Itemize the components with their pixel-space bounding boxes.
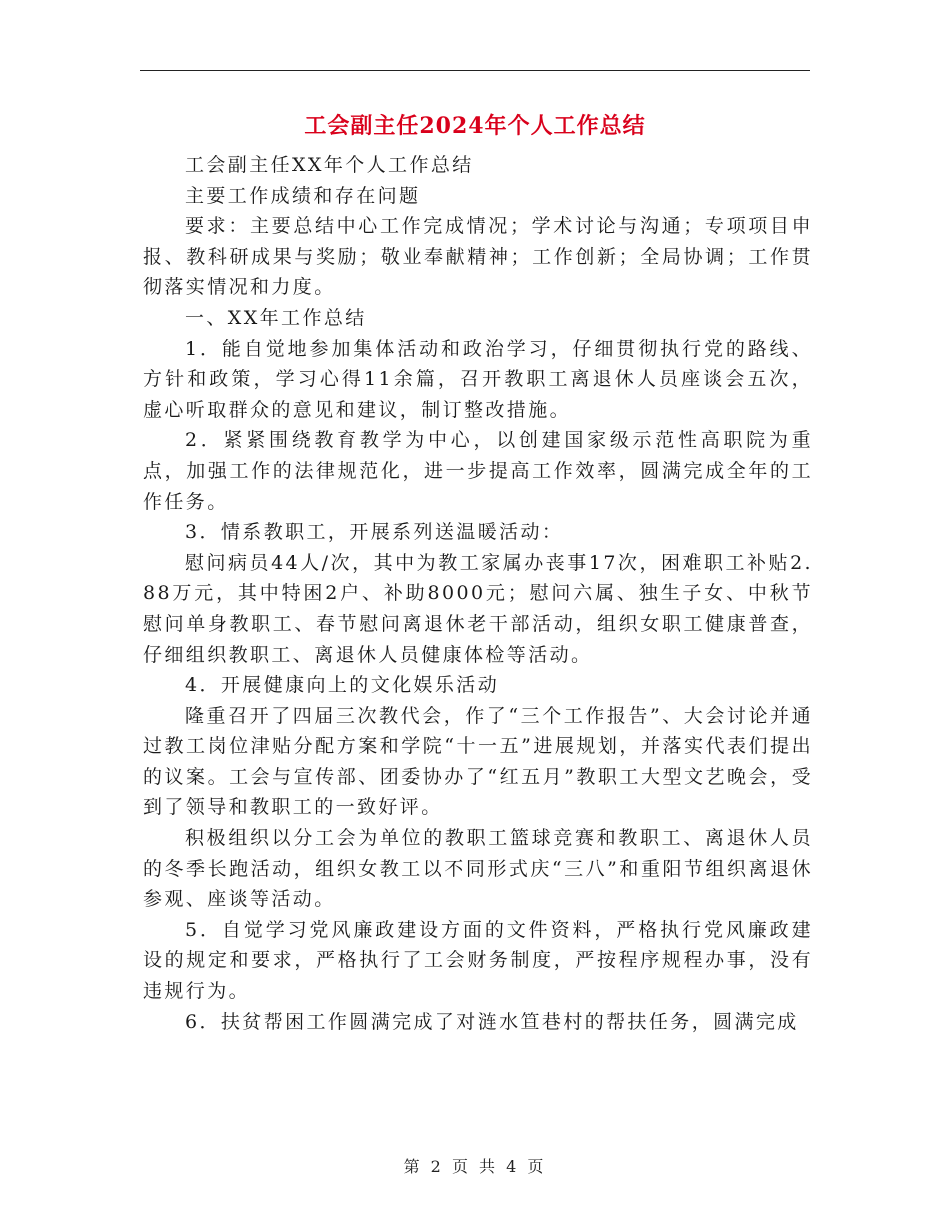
paragraph-part-one-heading: 一、XX年工作总结	[185, 306, 367, 329]
paragraph-item-3-detail: 慰问病员44人/次，其中为教工家属办丧事17次，困难职工补贴2.88万元，其中特困2户、补助8000元；慰问六属、独生子女、中秋节慰问单身教职工、春节慰问离退休老干部活动，组织女职工健康普查，仔细组织教职工、离退休人员健康体检等活动。	[143, 551, 813, 666]
paragraph-item-3: 3．情系教职工，开展系列送温暖活动：	[185, 521, 564, 544]
document-body	[143, 150, 813, 1037]
paragraph-subtitle: 工会副主任XX年个人工作总结	[185, 154, 474, 176]
paragraph-item-4: 4．开展健康向上的文化娱乐活动	[185, 674, 500, 697]
document-title: 工会副主任2024年个人工作总结	[304, 113, 646, 139]
paragraph-item-1: 1．能自觉地参加集体活动和政治学习，仔细贯彻执行党的路线、方针和政策，学习心得11余篇，召开教职工离退休人员座谈会五次，虚心听取群众的意见和建议，制订整改措施。	[143, 337, 813, 421]
paragraph-item-2: 2．紧紧围绕教育教学为中心，以创建国家级示范性高职院为重点，加强工作的法律规范化，进一步提高工作效率，圆满完成全年的工作任务。	[143, 429, 813, 513]
paragraph-item-6: 6．扶贫帮困工作圆满完成了对涟水笪巷村的帮扶任务，圆满完成	[185, 1010, 799, 1033]
paragraph-requirements: 要求：主要总结中心工作完成情况；学术讨论与沟通；专项项目申报、教科研成果与奖励；敬业奉献精神；工作创新；全局协调；工作贯彻落实情况和力度。	[143, 215, 813, 299]
page-number-footer	[0, 1154, 950, 1177]
paragraph-item-5: 5．自觉学习党风廉政建设方面的文件资料，严格执行党风廉政建设的规定和要求，严格执行了工会财务制度，严按程序规程办事，没有违规行为。	[143, 918, 813, 1003]
header-rule	[140, 70, 810, 71]
paragraph-section-heading: 主要工作成绩和存在问题	[185, 184, 421, 207]
paragraph-item-4-detail-b: 积极组织以分工会为单位的教职工篮球竞赛和教职工、离退休人员的冬季长跑活动，组织女教工以不同形式庆“三八”和重阳节组织离退休参观、座谈等活动。	[143, 827, 813, 911]
page-number-label: 第 2 页 共 4 页	[403, 1157, 547, 1176]
paragraph-item-4-detail-a: 隆重召开了四届三次教代会，作了“三个工作报告”、大会讨论并通过教工岗位津贴分配方案和学院“十一五”进展规划，并落实代表们提出的议案。工会与宣传部、团委协办了“红五月”教职工大型文艺晚会，受到了领导和教职工的一致好评。	[143, 704, 813, 819]
